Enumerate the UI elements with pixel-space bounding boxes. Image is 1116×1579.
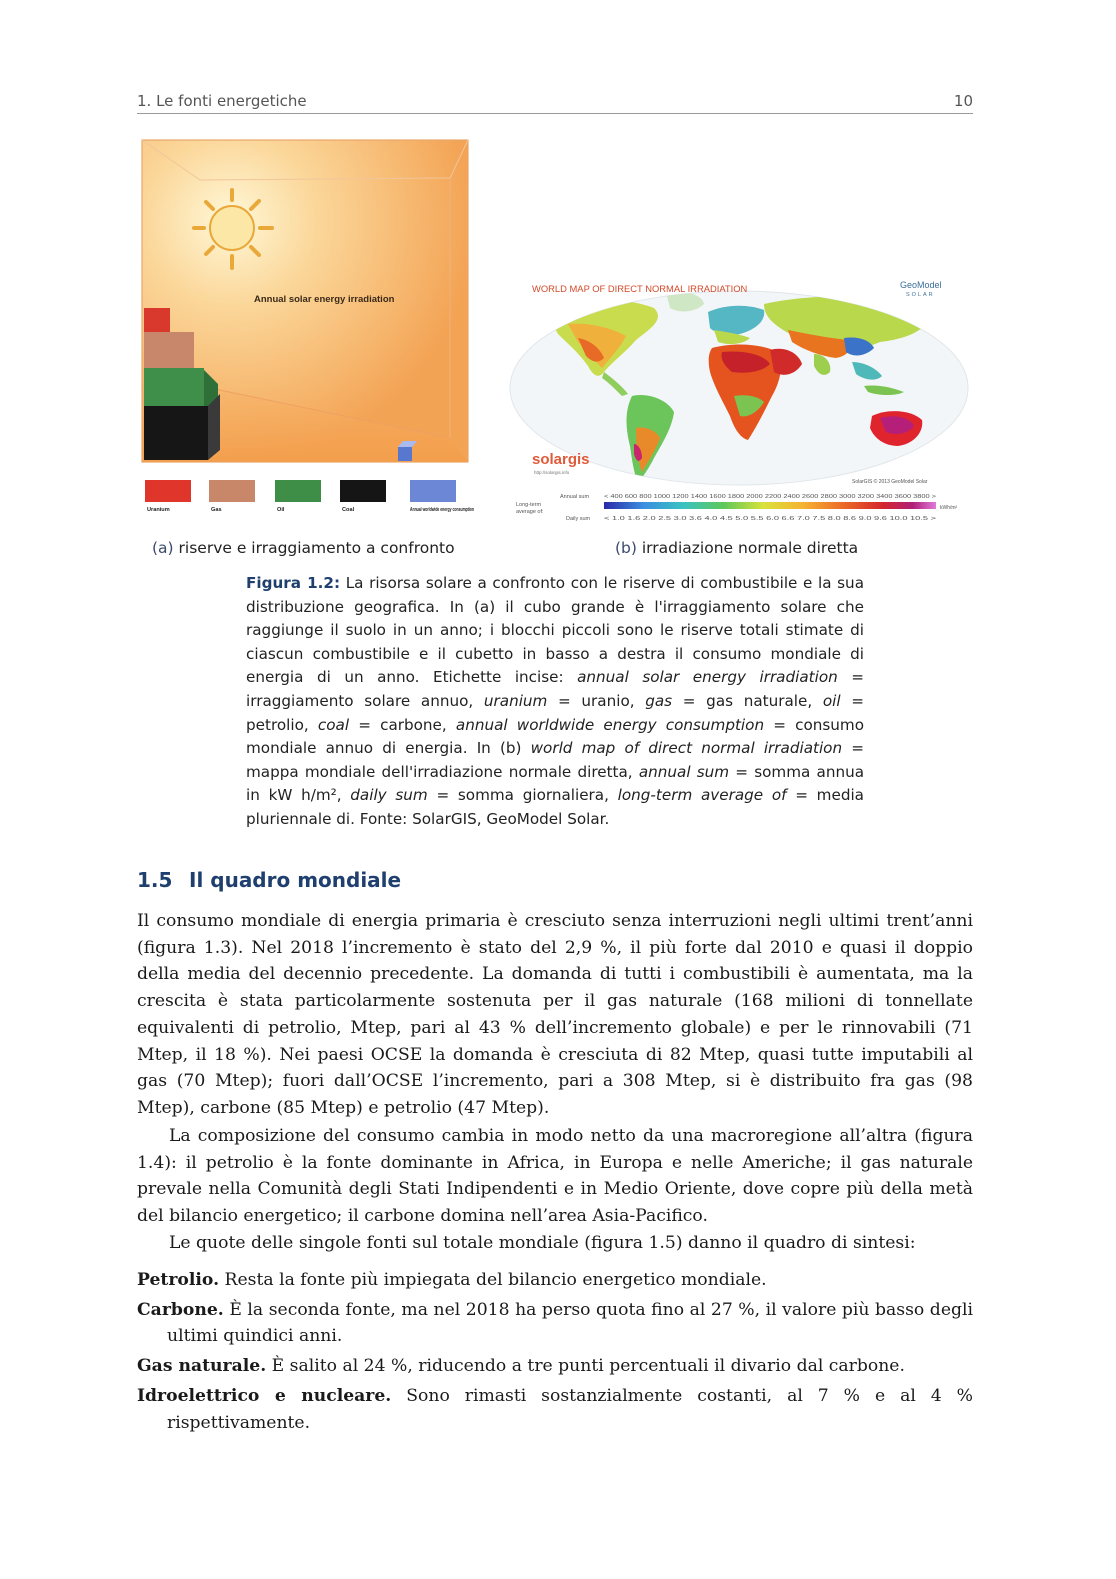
solargis-url: http://solargis.info	[534, 470, 570, 475]
caption-text: = uranio,	[547, 691, 646, 710]
subcaption-b-tag: (b)	[615, 539, 637, 557]
caption-term: uranium	[483, 691, 548, 710]
solar-cube-illustration	[140, 138, 475, 528]
map-credit: SolarGIS © 2013 GeoModel Solar	[852, 479, 928, 485]
subcaption-a-text: riserve e irraggiamento a confronto	[178, 539, 455, 557]
caption-text: = somma giornaliera,	[427, 786, 618, 805]
caption-text: = gas naturale,	[672, 691, 823, 710]
caption-text: = media pluriennale di. Fonte: SolarGIS, GeoModel Solar.	[246, 786, 864, 828]
caption-term: annual sum	[638, 762, 730, 781]
dni-world-map	[508, 278, 970, 528]
caption-term: annual worldwide energy consumption	[455, 715, 765, 734]
caption-term: gas	[645, 691, 673, 710]
caption-text: = mappa mondiale dell'irradiazione normale diretta,	[246, 739, 864, 781]
list-text: Sono rimasti sostanzialmente costanti, al 7 % e al 4 % rispettivamente.	[167, 1385, 974, 1433]
section-heading	[137, 868, 401, 892]
caption-term: long-term average of	[617, 786, 787, 805]
map-brand: GeoModel	[900, 280, 942, 290]
legend	[145, 480, 474, 513]
solargis-logo: solargis	[532, 451, 590, 468]
legend-swatch-oil	[275, 480, 321, 502]
scale-bar	[604, 502, 936, 509]
caption-text: = petrolio,	[246, 691, 864, 734]
legend-label-oil: Oil	[277, 507, 285, 513]
section-title: Il quadro mondiale	[189, 868, 402, 892]
caption-term: coal	[317, 715, 350, 734]
figure-label: Figura 1.2:	[246, 574, 341, 592]
caption-term: annual solar energy irradiation	[577, 668, 838, 687]
scale-annual-ticks: < 400 600 800 1000 1200 1400 1600 1800 2000 2200 2400 2600 2800 3000 3200 3400 3600 3800 >	[604, 494, 937, 500]
caption-text: La risorsa solare a confronto con le riserve di combustibile e la sua distribuzione geografica. In (a) il cubo grande è l'irraggiamento solare che raggiunge il suolo in un anno; i blocchi piccoli sono le riserve totali stimate di ciascun combustibile e il cubetto in basso a destra il consumo mondiale di energia di un anno. Etichette incise:	[246, 574, 864, 687]
list-text: È la seconda fonte, ma nel 2018 ha perso quota fino al 27 %, il valore più basso degli ultimi quindici anni.	[167, 1299, 973, 1347]
paragraph: La composizione del consumo cambia in modo netto da una macroregione all’altra (figura 1.4): il petrolio è la fonte dominante in Africa, in Europa e nelle Americhe; il gas naturale prevale nella Comunità degli Stati Indipendenti e in Medio Oriente, dove copre più della metà del bilancio energetico; il carbone domina nell’area Asia-Pacifico.	[137, 1126, 973, 1227]
subcaption-b	[615, 539, 858, 557]
list-term: Idroelettrico e nucleare.	[137, 1385, 392, 1406]
scale-label-longterm: Long-term	[516, 502, 542, 508]
paragraph: Le quote delle singole fonti sul totale mondiale (figura 1.5) danno il quadro di sintesi:	[169, 1233, 916, 1253]
figure-solar-cube	[140, 138, 475, 528]
scale-daily-ticks: < 1.0 1.6 2.0 2.5 3.0 3.6 4.0 4.5 5.0 5.5 6.0 6.6 7.0 7.5 8.0 8.6 9.0 9.6 10.0 10.5 >	[604, 516, 937, 522]
paragraph: Il consumo mondiale di energia primaria è cresciuto senza interruzioni negli ultimi trent’anni (figura 1.3). Nel 2018 l’incremento è stato del 2,9 %, il più forte dal 2010 e quasi il doppio della media del decennio precedente. La domanda di tutti i combustibili è aumentata, ma la crescita è stata particolarmente sostenuta per il gas naturale (168 milioni di tonnellate equivalenti di petrolio, Mtep, pari al 43 % dell’incremento globale) e per le rinnovabili (71 Mtep, il 18 %). Nei paesi OCSE la domanda è cresciuta di 82 Mtep, quasi tutte imputabili al gas (70 Mtep); fuori dall’OCSE l’incremento, pari a 308 Mtep, si è distribuito fra gas (98 Mtep), carbone (85 Mtep) e petrolio (47 Mtep).	[137, 911, 973, 1118]
figure-dni-map	[508, 278, 970, 528]
legend-swatch-consumption	[410, 480, 456, 502]
section-number: 1.5	[137, 868, 173, 892]
caption-term: oil	[822, 691, 841, 710]
scale-daily-label: Daily sum	[566, 516, 591, 522]
running-head	[137, 90, 973, 114]
scale-annual-label: Annual sum	[560, 494, 590, 500]
list-term: Petrolio.	[137, 1270, 220, 1290]
caption-term: world map of direct normal irradiation	[530, 739, 843, 758]
list-item	[137, 1383, 973, 1436]
scale-label-average: average of:	[516, 509, 544, 515]
legend-label-consumption: Annual worldwide energy consumption	[410, 507, 475, 513]
list-item	[137, 1353, 973, 1380]
chapter-title: 1. Le fonti energetiche	[137, 92, 307, 110]
figure-caption	[246, 572, 864, 832]
legend-label-gas: Gas	[211, 507, 222, 513]
caption-text: = consumo mondiale annuo di energia. In (b)	[246, 715, 865, 758]
list-item	[137, 1267, 973, 1294]
subcaption-a	[152, 539, 455, 557]
legend-swatch-coal	[340, 480, 386, 502]
legend-label-uranium: Uranium	[147, 507, 170, 513]
caption-term: daily sum	[350, 786, 428, 805]
solar-irradiation-label: Annual solar energy irradiation	[254, 294, 395, 305]
legend-swatch-uranium	[145, 480, 191, 502]
list-term: Gas naturale.	[137, 1356, 267, 1377]
caption-text: = irraggiamento solare annuo,	[246, 668, 864, 710]
list-item	[137, 1297, 973, 1350]
map-title: WORLD MAP OF DIRECT NORMAL IRRADIATION	[532, 283, 748, 294]
list-text: Resta la fonte più impiegata del bilancio energetico mondiale.	[224, 1270, 767, 1290]
subcaption-a-tag: (a)	[152, 539, 174, 557]
scale-unit: kWh/m²	[940, 505, 958, 511]
map-color-scale	[516, 494, 958, 522]
legend-swatch-gas	[209, 480, 255, 502]
caption-text: = carbone,	[349, 715, 456, 734]
list-text: È salito al 24 %, riducendo a tre punti percentuali il divario dal carbone.	[271, 1356, 905, 1377]
description-list	[137, 1267, 973, 1439]
legend-label-coal: Coal	[342, 507, 355, 513]
subcaption-b-text: irradiazione normale diretta	[641, 539, 859, 557]
list-term: Carbone.	[137, 1299, 224, 1320]
caption-text: = somma annua in kW h/m²,	[246, 762, 864, 805]
map-brand-sub: SOLAR	[906, 292, 935, 298]
page-number: 10	[953, 92, 973, 110]
